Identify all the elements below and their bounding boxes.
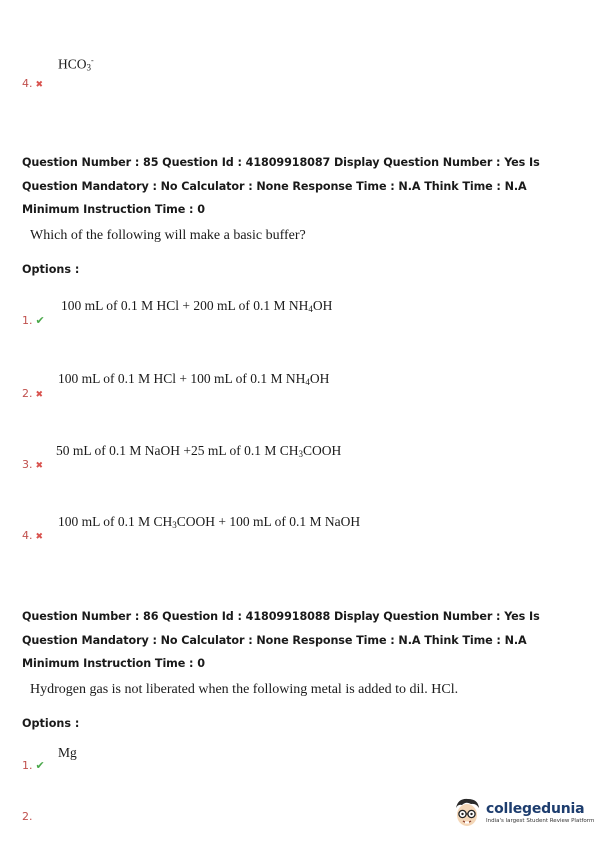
q85-option-2-text [58,371,329,387]
logo-text-block [486,801,594,824]
q86-option-1-text: Mg [58,745,77,760]
q85-option-3-number [22,458,43,471]
question-86-header: Question Number : 86 Question Id : 41809918088 Display Question Number : Yes Is Question Mandatory : No Calculator : None Response Time : N.A Think Time : N.A Minimum Instruction Time : 0 [22,610,540,670]
q86-option-2-number [22,810,33,823]
q85-option-4-text [58,514,360,530]
formula-sub: 3 [86,62,92,73]
question-85-text: Which of the following will make a basic buffer? [30,228,306,243]
option-number: 4. [22,77,33,90]
option-sub: 4 [308,304,313,314]
formula-text: HCO [58,56,87,72]
q85-option-2-number [22,387,43,400]
q85-option-1-number [22,314,45,327]
option-text: 50 mL of 0.1 M NaOH +25 mL of 0.1 M CH [56,443,299,458]
logo-tagline: India's largest Student Review Platform [486,817,595,824]
q85-option-1-text [61,298,332,314]
option-number: 2. [22,387,33,400]
question-86-options-label: Options : [22,717,80,730]
option-text-end: COOH [302,443,342,458]
question-86-text: Hydrogen gas is not liberated when the following metal is added to dil. HCl. [30,682,459,697]
check-icon: ✔ [35,314,45,327]
q85-option-4-number [22,529,43,542]
option-number: 4. [22,529,33,542]
option-text: 100 mL of 0.1 M CH [58,514,173,529]
option-sub: 4 [305,377,310,387]
collegedunia-logo [452,796,594,828]
cross-icon: ✖ [35,461,44,471]
option-number: 1. [22,759,33,772]
formula-sup: - [91,56,94,65]
option-sub: 3 [172,520,177,530]
mascot-icon [452,796,482,828]
check-icon: ✔ [35,759,45,772]
q86-option-1-number [22,759,45,772]
question-85-header: Question Number : 85 Question Id : 41809918087 Display Question Number : Yes Is Question Mandatory : No Calculator : None Response Time : N.A Think Time : N.A Minimum Instruction Time : 0 [22,156,540,216]
prev-option-4-text [58,56,94,73]
option-number: 2. [22,810,33,823]
option-text: 100 mL of 0.1 M HCl + 100 mL of 0.1 M NH [58,371,306,386]
option-number: 3. [22,458,33,471]
cross-icon: ✖ [35,390,44,400]
cross-icon: ✖ [35,532,44,542]
option-text: 100 mL of 0.1 M HCl + 200 mL of 0.1 M NH [61,298,309,313]
option-text-end: OH [312,298,333,313]
logo-name: collegedunia [486,800,585,817]
prev-option-4-number [22,77,43,90]
option-number: 1. [22,314,33,327]
option-sub: 3 [298,449,303,459]
cross-icon: ✖ [35,80,44,90]
option-text-end: OH [309,371,330,386]
question-85-options-label: Options : [22,263,80,276]
q85-option-3-text [56,443,341,459]
option-text-end: COOH + 100 mL of 0.1 M NaOH [176,514,361,529]
